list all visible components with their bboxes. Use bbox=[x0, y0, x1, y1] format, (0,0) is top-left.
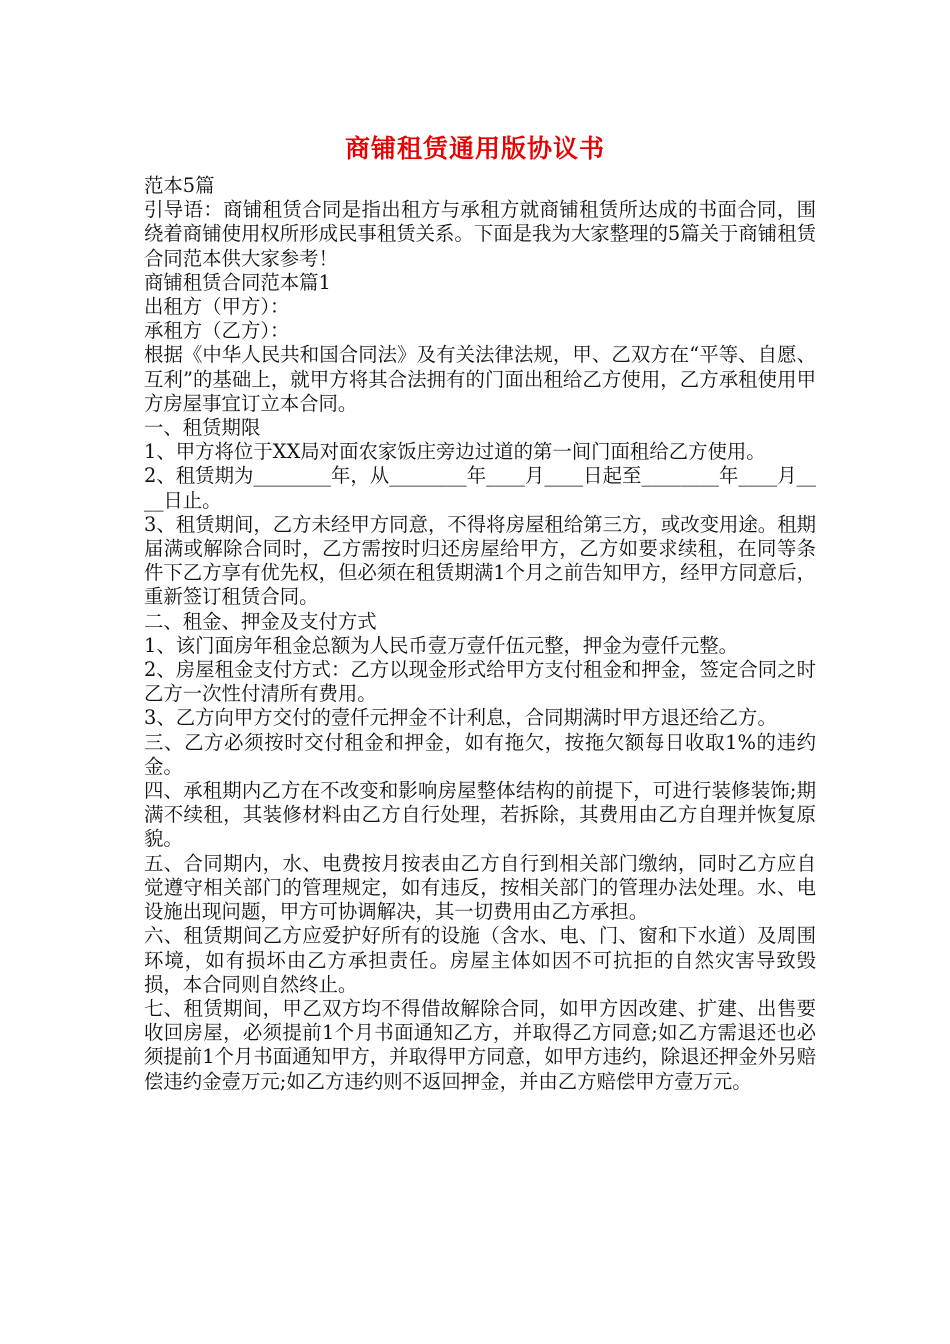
paragraph: 3、租赁期间，乙方未经甲方同意，不得将房屋租给第三方，或改变用途。租期届满或解除合同时，乙方需按时归还房屋给甲方，乙方如要求续租，在同等条件下乙方享有优先权，但必须在租赁期满1个月之前告知甲方，经甲方同意后，重新签订租赁合同。 bbox=[144, 512, 816, 609]
paragraph: 1、甲方将位于XX局对面农家饭庄旁边过道的第一间门面租给乙方使用。 bbox=[144, 440, 766, 464]
paragraph: 承租方（乙方）： bbox=[144, 319, 290, 343]
paragraph: 根据《中华人民共和国合同法》及有关法律法规，甲、乙双方在“平等、自愿、互利”的基础上，就甲方将其合法拥有的门面出租给乙方使用，乙方承租使用甲方房屋事宜订立本合同。 bbox=[144, 343, 816, 415]
paragraph: 出租方（甲方）： bbox=[144, 295, 290, 319]
paragraph: 2、租赁期为________年，从________年____月____日起至________年____月____日止。 bbox=[144, 464, 816, 512]
paragraph: 范本5篇 bbox=[144, 174, 215, 197]
document-body bbox=[144, 174, 816, 1094]
paragraph: 四、承租期内乙方在不改变和影响房屋整体结构的前提下，可进行装修装饰;期满不续租，其装修材料由乙方自行处理，若拆除，其费用由乙方自理并恢复原貌。 bbox=[144, 779, 816, 851]
section-heading: 一、租赁期限 bbox=[144, 416, 261, 440]
paragraph: 三、乙方必须按时交付租金和押金，如有拖欠，按拖欠额每日收取1%的违约金。 bbox=[144, 730, 816, 778]
paragraph: 七、租赁期间，甲乙双方均不得借故解除合同，如甲方因改建、扩建、出售要收回房屋，必须提前1个月书面通知乙方，并取得乙方同意;如乙方需退还也必须提前1个月书面通知甲方，并取得甲方同意，如甲方违约，除退还押金外另赔偿违约金壹万元;如乙方违约则不返回押金，并由乙方赔偿甲方壹万元。 bbox=[144, 996, 816, 1093]
paragraph: 3、乙方向甲方交付的壹仟元押金不计利息，合同期满时甲方退还给乙方。 bbox=[144, 706, 777, 730]
paragraph: 2、房屋租金支付方式：乙方以现金形式给甲方支付租金和押金，签定合同之时乙方一次性付清所有费用。 bbox=[144, 658, 816, 706]
paragraph: 六、租赁期间乙方应爱护好所有的设施（含水、电、门、窗和下水道）及周围环境，如有损坏由乙方承担责任。房屋主体如因不可抗拒的自然灾害导致毁损，本合同则自然终止。 bbox=[144, 924, 816, 996]
paragraph: 商铺租赁合同范本篇1 bbox=[144, 270, 331, 294]
paragraph: 五、合同期内，水、电费按月按表由乙方自行到相关部门缴纳，同时乙方应自觉遵守相关部门的管理规定，如有违反，按相关部门的管理办法处理。水、电设施出现问题，甲方可协调解决，其一切费用由乙方承担。 bbox=[144, 851, 816, 924]
section-heading: 二、租金、押金及支付方式 bbox=[144, 609, 377, 633]
paragraph: 引导语：商铺租赁合同是指出租方与承租方就商铺租赁所达成的书面合同，围绕着商铺使用权所形成民事租赁关系。下面是我为大家整理的5篇关于商铺租赁合同范本供大家参考！ bbox=[144, 198, 816, 270]
document-title: 商铺租赁通用版协议书 bbox=[344, 134, 605, 163]
paragraph: 1、该门面房年租金总额为人民币壹万壹仟伍元整，押金为壹仟元整。 bbox=[144, 633, 739, 657]
